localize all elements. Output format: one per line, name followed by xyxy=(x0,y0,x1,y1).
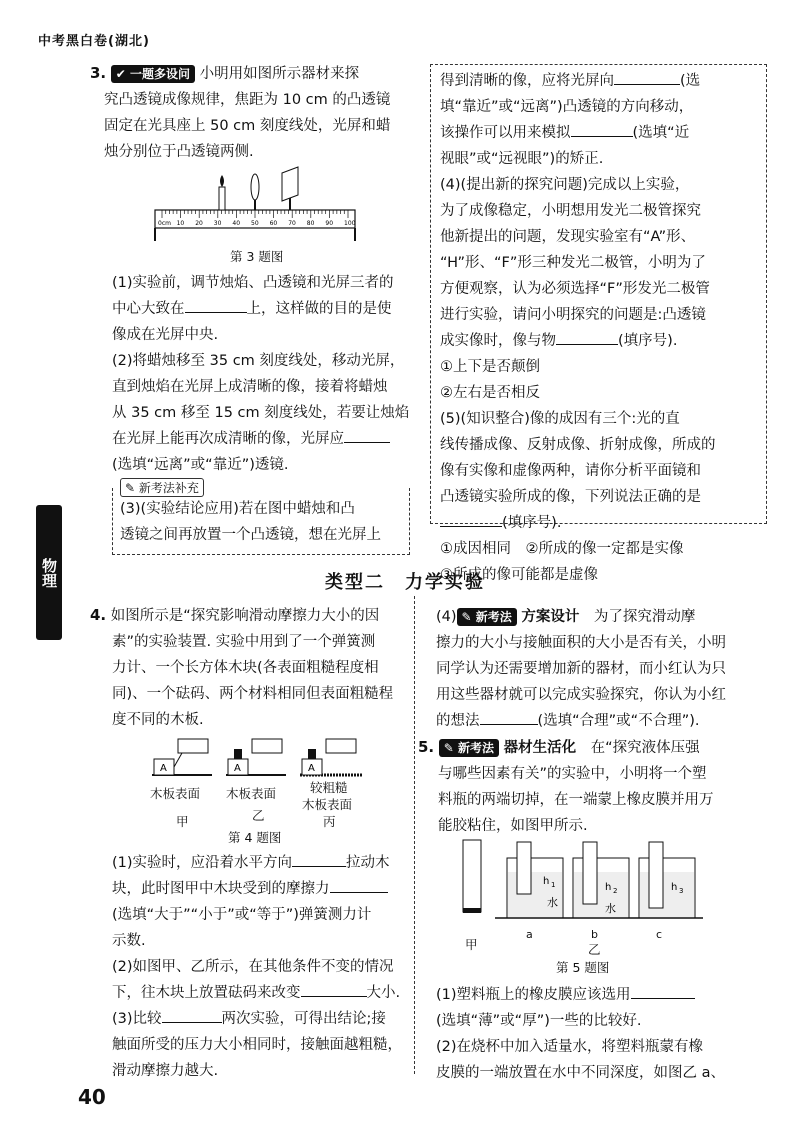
intro-line: 与哪些因素有关”的实验中，小明将一个塑 xyxy=(438,766,707,782)
question-5 xyxy=(418,734,768,839)
intro-line: 力计、一个长方体木块(各表面粗糙程度相 xyxy=(112,660,379,676)
part-line: 像有实像和虚像两种，请你分析平面镜和 xyxy=(440,463,701,479)
page-number: 40 xyxy=(78,1085,106,1109)
part-line: 中心大致在 xyxy=(112,301,185,317)
part-line: 方便观察，认为必须选择“F”形发光二极管 xyxy=(440,281,710,297)
part-line: 成实像时，像与物 xyxy=(440,333,556,349)
part-line: 下，往木块上放置砝码来改变 xyxy=(112,985,301,1001)
block-label: A xyxy=(308,763,315,774)
part-line: 上，这样做的目的是使 xyxy=(246,301,392,317)
answer-blank[interactable] xyxy=(631,982,695,999)
convex-lens xyxy=(251,174,259,200)
question-3-part-3 xyxy=(120,496,405,548)
supplement-label: ✎ 新考法补充 xyxy=(120,478,204,497)
answer-blank[interactable] xyxy=(330,876,388,893)
tag-text: 一题多设问 xyxy=(129,67,190,81)
part-line: 皮膜的一端放置在水中不同深度，如图乙 a、 xyxy=(436,1065,725,1081)
part-line: (选填“合理”或“不合理”). xyxy=(537,713,700,729)
intro-line: 能胶粘住，如图甲所示. xyxy=(438,818,588,834)
part-line: (2)如图甲、乙所示，在其他条件不变的情况 xyxy=(112,959,394,975)
figure-label: 乙 xyxy=(588,942,601,957)
optical-bench-figure xyxy=(150,165,360,245)
figure-caption: 第 3 题图 xyxy=(230,249,284,264)
intro-line: 同)、一个砝码、两个材料相同但表面粗糙程 xyxy=(112,686,394,702)
part-line: 在光屏上能再次成清晰的像，光屏应 xyxy=(112,431,344,447)
part-line: 线传播成像、反射成像、折射成像，所成的 xyxy=(440,437,716,453)
question-4-parts xyxy=(112,850,412,1084)
panel-label: 甲 xyxy=(176,814,189,829)
ruler-label: 70 xyxy=(288,220,296,227)
svg-text:h: h xyxy=(605,882,612,893)
figure-label: b xyxy=(591,928,598,941)
part-line: (2)将蜡烛移至 35 cm 刻度线处，移动光屏， xyxy=(112,353,405,369)
part-line: (选填“近 xyxy=(632,125,690,141)
part-line: 的想法 xyxy=(436,713,480,729)
answer-blank[interactable] xyxy=(185,296,247,313)
rubber-membrane xyxy=(463,908,481,913)
part-line: 像成在光屏中央. xyxy=(112,327,219,343)
part-line: 拉动木 xyxy=(346,855,390,871)
intro-line: 如图所示是“探究影响滑动摩擦力大小的因 xyxy=(110,608,380,624)
part-line: 该操作可以用来模拟 xyxy=(440,125,571,141)
question-4-part-4: (4) ✎ 新考法 方案设计 为了探究滑动摩 擦力的大小与接触面积的大小是否有关，小明 同学认为还需要增加新的器材，而小红认为只 用这些器材就可以完成实验探究，你认为小红 的想法 (选填“合理”或“不合理”). xyxy=(436,604,766,734)
part-line: (填序号). xyxy=(502,515,562,531)
svg-text:2: 2 xyxy=(613,887,618,895)
option-line: ②左右是否相反 xyxy=(440,385,540,401)
panel-label: 丙 xyxy=(323,814,336,829)
figure-caption: 第 4 题图 xyxy=(228,830,282,845)
part-line: 进行实验，请问小明探究的问题是:凸透镜 xyxy=(440,307,706,323)
intro-line: 料瓶的两端切掉，在一端蒙上橡皮膜并用万 xyxy=(438,792,714,808)
option-line: ③所成的像可能都是虚像 xyxy=(440,567,598,583)
part-line: 块，此时图甲中木块受到的摩擦力 xyxy=(112,881,330,897)
figure-caption: 第 5 题图 xyxy=(556,960,610,975)
tag-text: 新考法 xyxy=(457,741,494,755)
figure-label: a xyxy=(526,928,533,941)
part-line: (3)(实验结论应用)若在图中蜡烛和凸 xyxy=(120,501,355,517)
ruler-label: 0cm xyxy=(158,220,171,227)
tag-text: 新考法 xyxy=(475,610,512,624)
svg-text:3: 3 xyxy=(679,887,684,895)
intro-line: 小明用如图所示器材来探 xyxy=(199,66,360,82)
intro-line: 度不同的木板. xyxy=(112,712,204,728)
surface-label: 木板表面 xyxy=(226,786,277,801)
intro-line: 究凸透镜成像规律，焦距为 10 cm 的凸透镜 xyxy=(104,92,391,108)
figure-label: 甲 xyxy=(465,937,478,952)
svg-text:h: h xyxy=(671,882,678,893)
part-title: 方案设计 xyxy=(521,609,580,625)
question-tag: ✔ 一题多设问 xyxy=(111,65,195,83)
spring-scale xyxy=(326,739,356,753)
ruler-label: 80 xyxy=(306,220,315,227)
part-line: 凸透镜实验所成的像，下列说法正确的是 xyxy=(440,489,701,505)
ruler-label: 20 xyxy=(195,220,203,227)
part-line: “H”形、“F”形三种发光二极管，小明为了 xyxy=(440,255,706,271)
part-line: 触面所受的压力大小相同时，接触面越粗糙， xyxy=(112,1037,402,1053)
part-line: 擦力的大小与接触面积的大小是否有关，小明 xyxy=(436,635,726,651)
weight xyxy=(234,749,242,759)
figure-label: c xyxy=(656,928,663,941)
answer-blank[interactable] xyxy=(571,120,633,137)
question-3 xyxy=(90,60,410,165)
question-3-parts-1-2 xyxy=(112,270,412,478)
answer-blank[interactable] xyxy=(344,426,390,443)
ruler-label: 60 xyxy=(269,220,278,227)
part-line: 为了成像稳定，小明想用发光二极管探究 xyxy=(440,203,701,219)
part-line: 直到烛焰在光屏上成清晰的像，接着将蜡烛 xyxy=(112,379,388,395)
part-line: (2)在烧杯中加入适量水，将塑料瓶蒙有橡 xyxy=(436,1039,704,1055)
block-label: A xyxy=(234,763,241,774)
answer-blank[interactable] xyxy=(292,850,346,867)
plastic-bottle xyxy=(463,840,481,912)
part-line: 两次实验，可得出结论;接 xyxy=(221,1011,386,1027)
ruler-label: 40 xyxy=(232,220,241,227)
part-line: 透镜之间再放置一个凸透镜，想在光屏上 xyxy=(120,527,381,543)
candle xyxy=(219,187,225,210)
part-line: 示数. xyxy=(112,933,146,949)
part-line: 他新提出的问题，发现实验室有“A”形、 xyxy=(440,229,696,245)
section-title: 类型二 力学实验 xyxy=(325,572,485,593)
liquid-pressure-figure xyxy=(455,838,705,928)
svg-text:h: h xyxy=(543,876,550,887)
option-line: ①成因相同 ②所成的像一定都是实像 xyxy=(440,541,684,557)
part-line: 填“靠近”或“远离”)凸透镜的方向移动， xyxy=(440,99,694,115)
surface-label: 木板表面 xyxy=(150,786,201,801)
part-line: (选填“远离”或“靠近”)透镜. xyxy=(112,457,289,473)
question-title: 器材生活化 xyxy=(503,740,577,756)
candle-flame xyxy=(220,175,224,187)
ruler-label: 10 xyxy=(176,220,185,227)
part-line: 滑动摩擦力越大. xyxy=(112,1063,219,1079)
answer-blank[interactable] xyxy=(614,68,680,85)
ruler-label: 90 xyxy=(325,220,334,227)
spring-scale xyxy=(178,739,208,753)
part-line: (选填“薄”或“厚”)一些的比较好. xyxy=(436,1013,642,1029)
answer-blank[interactable] xyxy=(440,510,502,527)
part-line: 视眼”或“远视眼”)的矫正. xyxy=(440,151,604,167)
part-line: (1)实验前，调节烛焰、凸透镜和光屏三者的 xyxy=(112,275,394,291)
subject-side-tab: 物理 xyxy=(36,505,62,640)
intro-line: 烛分别位于凸透镜两侧. xyxy=(104,144,254,160)
column-divider xyxy=(414,596,415,1074)
answer-blank[interactable] xyxy=(556,328,618,345)
part-line: 同学认为还需要增加新的器材，而小红认为只 xyxy=(436,661,726,677)
answer-blank[interactable] xyxy=(301,980,367,997)
answer-blank[interactable] xyxy=(480,708,538,725)
supplement-label-text: 新考法补充 xyxy=(138,481,199,495)
part-line: 大小. xyxy=(366,985,401,1001)
block-label: A xyxy=(160,763,167,774)
ruler-label: 30 xyxy=(213,220,222,227)
weight xyxy=(308,749,316,759)
surface-label: 较粗糙 xyxy=(310,780,348,795)
question-5-parts xyxy=(436,982,766,1086)
ruler-label: 100 xyxy=(344,220,356,227)
part-line: (选填“大于”“小于”或“等于”)弹簧测力计 xyxy=(112,907,372,923)
question-number: 4. xyxy=(90,606,107,624)
question-tag: ✎ 新考法 xyxy=(439,739,499,757)
part-line: (选 xyxy=(680,73,701,89)
surface-label: 木板表面 xyxy=(302,797,353,812)
part-line: (3)比较 xyxy=(112,1011,162,1027)
svg-text:水: 水 xyxy=(547,896,558,909)
part-line: 得到清晰的像，应将光屏向 xyxy=(440,73,614,89)
ruler-label: 50 xyxy=(251,220,259,227)
part-line: 用这些器材就可以完成实验探究，你认为小红 xyxy=(436,687,726,703)
panel-label: 乙 xyxy=(252,808,265,823)
svg-text:水: 水 xyxy=(605,902,616,915)
intro-line: 在“探究液体压强 xyxy=(590,740,700,756)
part-line: (1)实验时，应沿着水平方向 xyxy=(112,855,293,871)
option-line: ①上下是否颠倒 xyxy=(440,359,540,375)
part-line: 从 35 cm 移至 15 cm 刻度线处，若要让烛焰 xyxy=(112,405,410,421)
part-line: 为了探究滑动摩 xyxy=(593,609,696,625)
header-title: 中考黑白卷(湖北) xyxy=(38,34,150,49)
question-number: 5. xyxy=(418,738,435,756)
question-4 xyxy=(90,602,408,733)
spring-scale xyxy=(252,739,282,753)
question-tag: ✎ 新考法 xyxy=(457,608,517,626)
part-line: (4)(提出新的探究问题)完成以上实验， xyxy=(440,177,690,193)
light-screen xyxy=(282,167,298,201)
svg-text:1: 1 xyxy=(551,881,556,889)
intro-line: 素”的实验装置. 实验中用到了一个弹簧测 xyxy=(112,634,376,650)
intro-line: 固定在光具座上 50 cm 刻度线处，光屏和蜡 xyxy=(104,118,391,134)
question-3-continuation xyxy=(440,68,760,588)
part-line: (1)塑料瓶上的橡皮膜应该选用 xyxy=(436,987,631,1003)
part-line: (5)(知识整合)像的成因有三个:光的直 xyxy=(440,411,680,427)
answer-blank[interactable] xyxy=(162,1006,222,1023)
part-line: (填序号). xyxy=(618,333,678,349)
question-number: 3. xyxy=(90,64,107,82)
